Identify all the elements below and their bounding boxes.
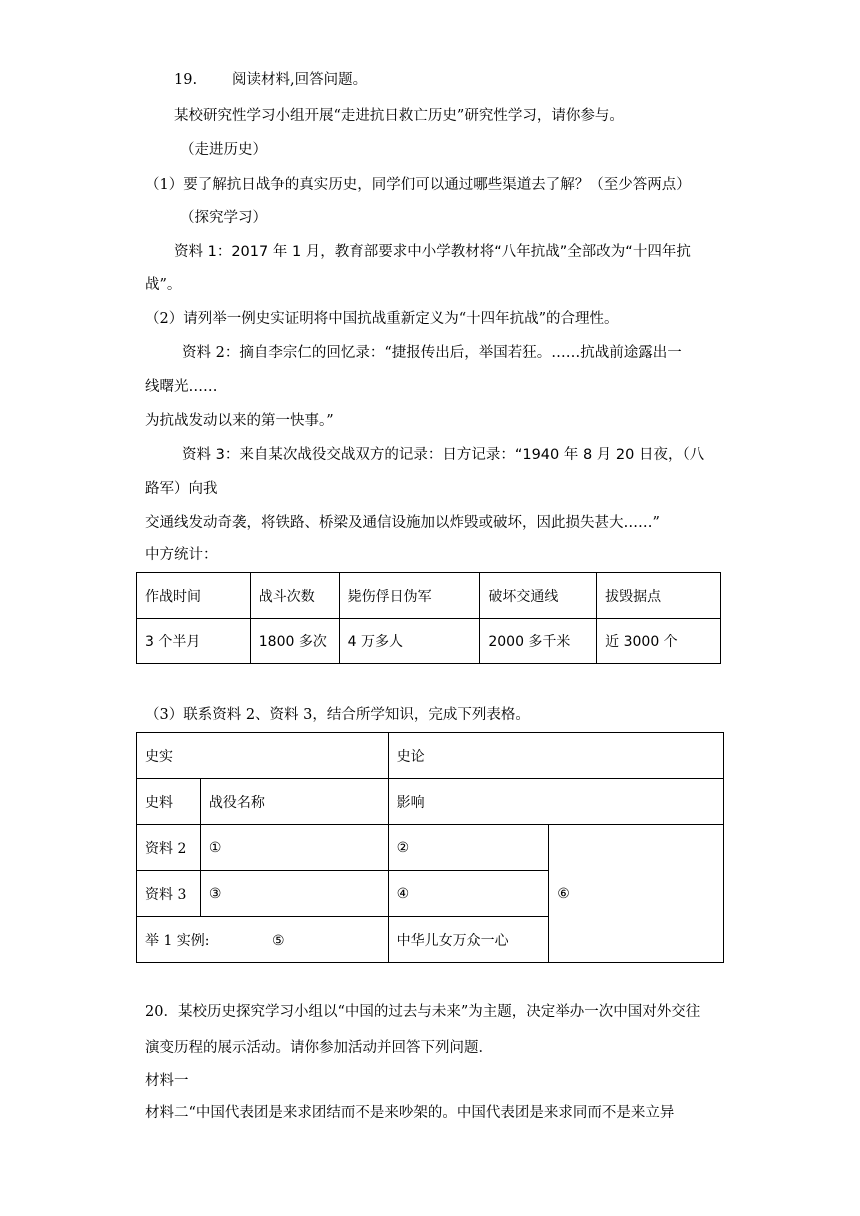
header-argument: 史论	[388, 733, 723, 779]
material-1-line-1: 资料 1：2017 年 1 月，教育部要求中小学教材将“八年抗战”全部改为“十四年抗	[174, 244, 691, 260]
answer-blank-6: ⑥	[549, 825, 724, 963]
table-header-cell: 毙伤俘日伪军	[339, 573, 480, 619]
example-cell	[137, 917, 389, 963]
material-2-line-3: 为抗战发动以来的第一快事。”	[145, 413, 334, 429]
table-cell: 4 万多人	[339, 619, 480, 664]
table-header-cell: 破坏交通线	[480, 573, 597, 619]
table-cell: 1800 多次	[250, 619, 339, 664]
header-facts: 史实	[137, 733, 389, 779]
section-heading-explore: （探究学习）	[180, 210, 267, 226]
sub-question-2: （2）请列举一例史实证明将中国抗战重新定义为“十四年抗战”的合理性。	[145, 311, 619, 327]
answer-blank-3: ③	[200, 871, 388, 917]
table-row	[137, 779, 724, 825]
answer-blank-5: ⑤	[271, 932, 285, 949]
header-battle-name: 战役名称	[200, 779, 388, 825]
table-header-cell: 拔毁据点	[597, 573, 721, 619]
table-header-cell: 战斗次数	[250, 573, 339, 619]
material-2-line-2: 线曙光……	[145, 379, 218, 395]
table-cell: 2000 多千米	[480, 619, 597, 664]
material-3-line-2: 路军）向我	[145, 481, 218, 497]
material-3-line-4: 中方统计：	[145, 547, 218, 563]
answer-blank-4: ④	[388, 871, 549, 917]
question-20-line-1: 20．某校历史探究学习小组以“中国的过去与未来”为主题，决定举办一次中国对外交往	[145, 1004, 701, 1020]
section-heading-history: （走进历史）	[180, 142, 267, 158]
table-row	[137, 733, 724, 779]
question-intro: 某校研究性学习小组开展“走进抗日救亡历史”研究性学习，请你参与。	[174, 108, 624, 124]
header-source: 史料	[137, 779, 201, 825]
table-cell: 近 3000 个	[597, 619, 721, 664]
sub-question-3: （3）联系资料 2、资料 3，结合所学知识，完成下列表格。	[145, 707, 530, 723]
header-impact: 影响	[388, 779, 723, 825]
table-row	[137, 619, 721, 664]
source-cell: 资料 3	[137, 871, 201, 917]
impact-cell: 中华儿女万众一心	[388, 917, 549, 963]
table-row	[137, 825, 724, 871]
example-label: 举 1 实例:	[145, 932, 210, 949]
table-cell: 3 个半月	[137, 619, 251, 664]
question-instruction: 阅读材料,回答问题。	[232, 72, 368, 88]
material-2-line-1: 资料 2：摘自李宗仁的回忆录：“捷报传出后，举国若狂。……抗战前途露出一	[182, 345, 682, 361]
question-number: 19.	[174, 72, 198, 88]
question-20-material-1: 材料一	[145, 1073, 189, 1089]
table-row	[137, 573, 721, 619]
stats-table	[136, 572, 721, 664]
answer-blank-2: ②	[388, 825, 549, 871]
answer-blank-1: ①	[200, 825, 388, 871]
material-1-line-2: 战”。	[145, 277, 182, 293]
question-20-material-2: 材料二“中国代表团是来求团结而不是来吵架的。中国代表团是来求同而不是来立异	[145, 1105, 675, 1121]
material-3-line-1: 资料 3：来自某次战役交战双方的记录：日方记录：“1940 年 8 月 20 日夜，（八	[182, 447, 705, 463]
material-3-line-3: 交通线发动奇袭，将铁路、桥梁及通信设施加以炸毁或破坏，因此损失甚大……”	[145, 515, 660, 531]
sub-question-1: （1）要了解抗日战争的真实历史，同学们可以通过哪些渠道去了解？（至少答两点）	[145, 177, 691, 193]
question-20-line-2: 演变历程的展示活动。请你参加活动并回答下列问题．	[145, 1040, 493, 1056]
source-cell: 资料 2	[137, 825, 201, 871]
table-header-cell: 作战时间	[137, 573, 251, 619]
answer-table	[136, 732, 724, 963]
